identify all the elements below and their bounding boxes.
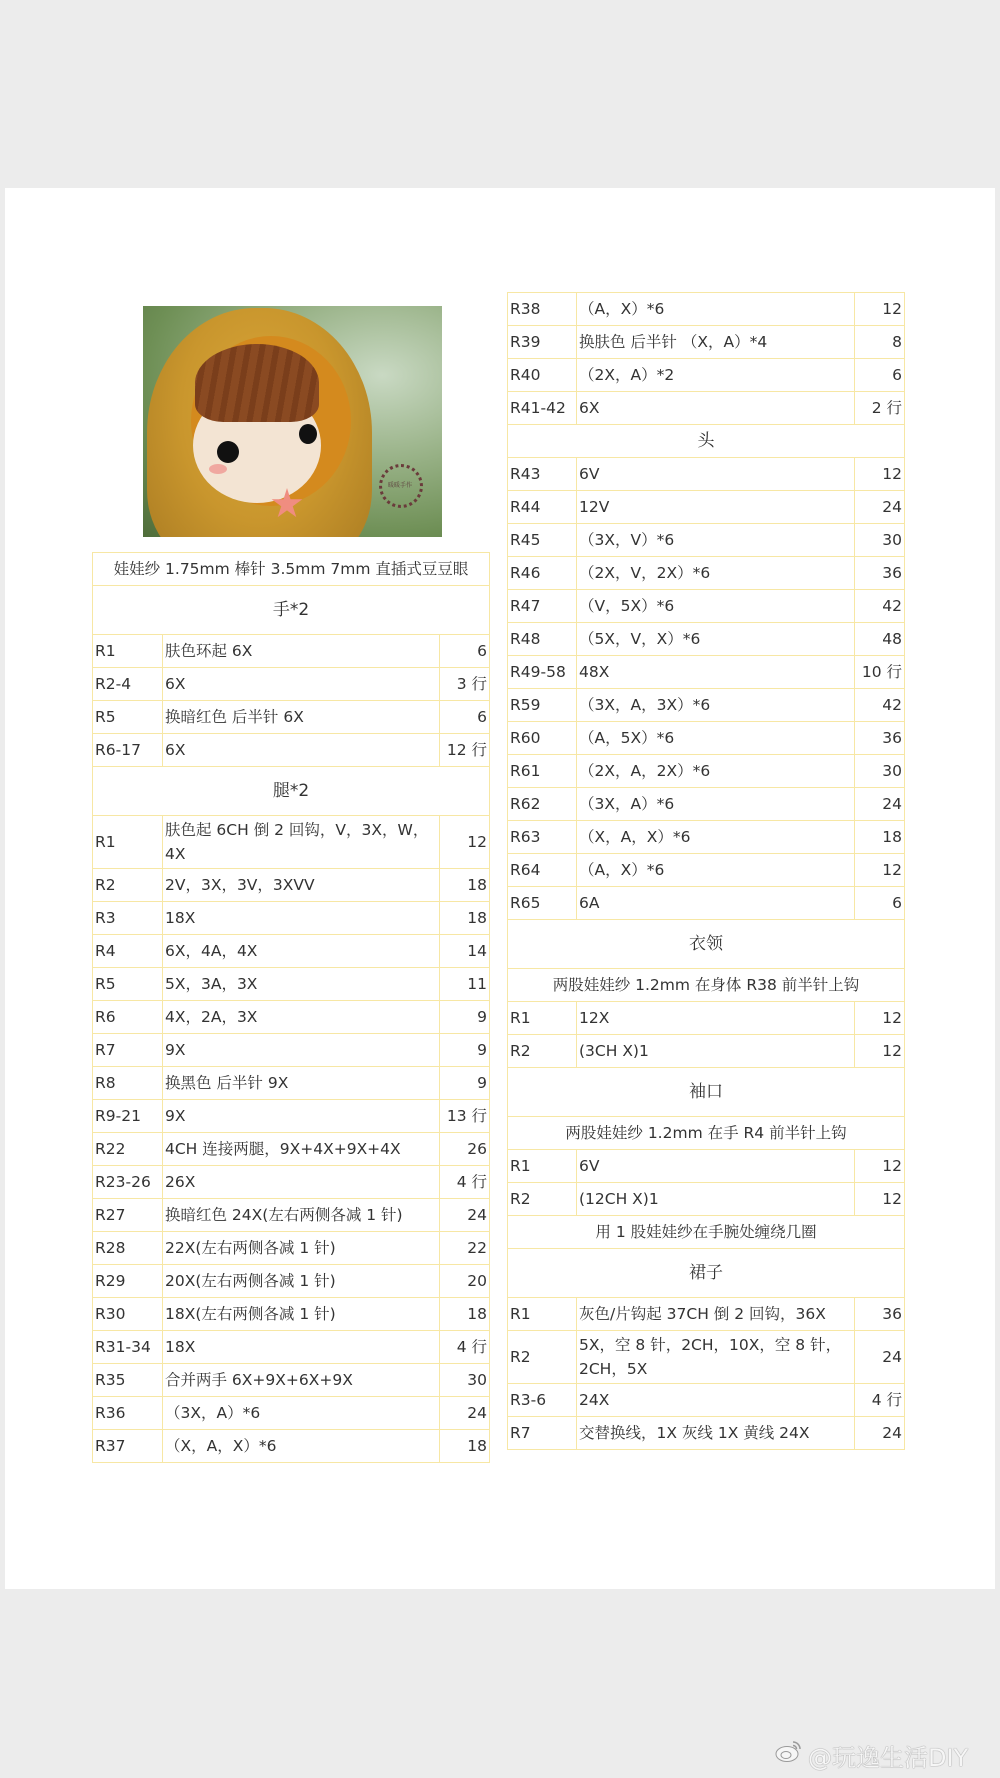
round-label: R5 — [93, 701, 163, 734]
instruction: 9X — [163, 1034, 440, 1067]
instruction: 48X — [577, 656, 855, 689]
instruction: 6V — [577, 458, 855, 491]
instruction: （3X，A）*6 — [163, 1397, 440, 1430]
instruction: 12X — [577, 1002, 855, 1035]
round-label: R65 — [508, 887, 577, 920]
instruction: （2X，V，2X）*6 — [577, 557, 855, 590]
round-label: R1 — [508, 1150, 577, 1183]
stitch-count: 42 — [855, 689, 905, 722]
table-row — [508, 755, 905, 788]
round-label: R9-21 — [93, 1100, 163, 1133]
stitch-count: 24 — [440, 1397, 490, 1430]
table-row — [508, 788, 905, 821]
section-title-hands: 手*2 — [93, 586, 490, 635]
round-label: R6-17 — [93, 734, 163, 767]
stitch-count: 22 — [440, 1232, 490, 1265]
instruction: 4X，2A，3X — [163, 1001, 440, 1034]
table-row — [93, 968, 490, 1001]
table-row — [508, 326, 905, 359]
round-label: R61 — [508, 755, 577, 788]
table-row — [93, 1364, 490, 1397]
table-row — [508, 1150, 905, 1183]
instruction: （X，A，X）*6 — [577, 821, 855, 854]
table-row — [93, 701, 490, 734]
table-row — [508, 524, 905, 557]
table-row — [508, 854, 905, 887]
instruction: 18X — [163, 1331, 440, 1364]
stitch-count: 9 — [440, 1067, 490, 1100]
instruction: 交替换线，1X 灰线 1X 黄线 24X — [577, 1417, 855, 1450]
round-label: R6 — [93, 1001, 163, 1034]
left-pattern-table — [92, 552, 490, 1463]
table-row — [93, 1034, 490, 1067]
table-row — [93, 1298, 490, 1331]
table-row — [93, 1199, 490, 1232]
table-row — [93, 1397, 490, 1430]
section-title-head: 头 — [508, 425, 905, 458]
stitch-count: 30 — [440, 1364, 490, 1397]
doll-eye-left — [217, 441, 239, 463]
instruction: 18X(左右两侧各减 1 针) — [163, 1298, 440, 1331]
section-title-collar: 衣领 — [508, 920, 905, 969]
instruction: 2V，3X，3V，3XVV — [163, 869, 440, 902]
table-row — [508, 458, 905, 491]
cuff-note: 两股娃娃纱 1.2mm 在手 R4 前半针上钩 — [508, 1117, 905, 1150]
round-label: R23-26 — [93, 1166, 163, 1199]
stitch-count: 9 — [440, 1034, 490, 1067]
round-label: R1 — [508, 1002, 577, 1035]
stitch-count: 12 — [855, 458, 905, 491]
section-title-cuff: 袖口 — [508, 1068, 905, 1117]
stitch-count: 36 — [855, 557, 905, 590]
round-label: R28 — [93, 1232, 163, 1265]
stitch-count: 3 行 — [440, 668, 490, 701]
stitch-count: 12 — [855, 1150, 905, 1183]
watermark-text: @玩逸生活DIY — [808, 1744, 969, 1772]
table-row — [93, 1001, 490, 1034]
stitch-count: 12 行 — [440, 734, 490, 767]
stitch-count: 18 — [440, 869, 490, 902]
stitch-count: 24 — [855, 788, 905, 821]
stitch-count: 18 — [855, 821, 905, 854]
instruction: （A，X）*6 — [577, 854, 855, 887]
table-row — [508, 689, 905, 722]
instruction: （2X，A，2X）*6 — [577, 755, 855, 788]
instruction: 肤色起 6CH 倒 2 回钩，V，3X，W，4X — [163, 816, 440, 869]
stitch-count: 18 — [440, 1430, 490, 1463]
instruction: 6X — [577, 392, 855, 425]
stitch-count: 6 — [855, 359, 905, 392]
materials-note: 娃娃纱 1.75mm 棒针 3.5mm 7mm 直插式豆豆眼 — [93, 553, 490, 586]
round-label: R29 — [93, 1265, 163, 1298]
table-row — [93, 1265, 490, 1298]
instruction: （5X，V，X）*6 — [577, 623, 855, 656]
table-row — [93, 734, 490, 767]
cuff-footer-note: 用 1 股娃娃纱在手腕处缠绕几圈 — [508, 1216, 905, 1249]
round-label: R38 — [508, 293, 577, 326]
stitch-count: 12 — [440, 816, 490, 869]
instruction: (12CH X)1 — [577, 1183, 855, 1216]
stitch-count: 36 — [855, 722, 905, 755]
instruction: 6X，4A，4X — [163, 935, 440, 968]
round-label: R37 — [93, 1430, 163, 1463]
stitch-count: 2 行 — [855, 392, 905, 425]
table-row — [93, 668, 490, 701]
instruction: 换黑色 后半针 9X — [163, 1067, 440, 1100]
table-row — [508, 656, 905, 689]
stitch-count: 30 — [855, 524, 905, 557]
stitch-count: 24 — [855, 1331, 905, 1384]
stitch-count: 11 — [440, 968, 490, 1001]
instruction: 12V — [577, 491, 855, 524]
table-row — [508, 557, 905, 590]
stitch-count: 12 — [855, 1002, 905, 1035]
doll-hair — [195, 344, 319, 422]
stitch-count: 4 行 — [440, 1166, 490, 1199]
round-label: R39 — [508, 326, 577, 359]
round-label: R47 — [508, 590, 577, 623]
table-row — [93, 1166, 490, 1199]
round-label: R30 — [93, 1298, 163, 1331]
table-row — [508, 1384, 905, 1417]
stitch-count: 18 — [440, 1298, 490, 1331]
round-label: R48 — [508, 623, 577, 656]
round-label: R5 — [93, 968, 163, 1001]
instruction: （2X，A）*2 — [577, 359, 855, 392]
instruction: 6A — [577, 887, 855, 920]
round-label: R59 — [508, 689, 577, 722]
round-label: R2 — [508, 1035, 577, 1068]
stitch-count: 8 — [855, 326, 905, 359]
table-row — [93, 1430, 490, 1463]
instruction: 9X — [163, 1100, 440, 1133]
round-label: R2 — [93, 869, 163, 902]
instruction: （3X，A）*6 — [577, 788, 855, 821]
right-pattern-table — [507, 292, 905, 1450]
round-label: R43 — [508, 458, 577, 491]
table-row — [93, 869, 490, 902]
round-label: R3 — [93, 902, 163, 935]
instruction: 灰色/片钩起 37CH 倒 2 回钩，36X — [577, 1298, 855, 1331]
instruction: 26X — [163, 1166, 440, 1199]
wreath-logo-icon — [379, 464, 423, 508]
round-label: R22 — [93, 1133, 163, 1166]
instruction: 22X(左右两侧各减 1 针) — [163, 1232, 440, 1265]
round-label: R63 — [508, 821, 577, 854]
stitch-count: 36 — [855, 1298, 905, 1331]
round-label: R49-58 — [508, 656, 577, 689]
instruction: 换暗红色 后半针 6X — [163, 701, 440, 734]
weibo-icon — [775, 1739, 803, 1763]
table-row — [508, 821, 905, 854]
instruction: 换肤色 后半针 （X，A）*4 — [577, 326, 855, 359]
instruction: 20X(左右两侧各减 1 针) — [163, 1265, 440, 1298]
stitch-count: 26 — [440, 1133, 490, 1166]
table-row — [508, 887, 905, 920]
section-title-skirt: 裙子 — [508, 1249, 905, 1298]
round-label: R31-34 — [93, 1331, 163, 1364]
doll-eye-right — [299, 424, 317, 444]
table-row — [508, 359, 905, 392]
stitch-count: 13 行 — [440, 1100, 490, 1133]
instruction: 4CH 连接两腿，9X+4X+9X+4X — [163, 1133, 440, 1166]
round-label: R8 — [93, 1067, 163, 1100]
stitch-count: 12 — [855, 293, 905, 326]
instruction: （X，A，X）*6 — [163, 1430, 440, 1463]
stitch-count: 6 — [855, 887, 905, 920]
section-title-legs: 腿*2 — [93, 767, 490, 816]
table-row — [508, 722, 905, 755]
stitch-count: 4 行 — [440, 1331, 490, 1364]
stitch-count: 12 — [855, 854, 905, 887]
table-row — [508, 1298, 905, 1331]
instruction: （3X，V）*6 — [577, 524, 855, 557]
stitch-count: 9 — [440, 1001, 490, 1034]
round-label: R35 — [93, 1364, 163, 1397]
stitch-count: 30 — [855, 755, 905, 788]
round-label: R40 — [508, 359, 577, 392]
round-label: R62 — [508, 788, 577, 821]
stitch-count: 12 — [855, 1183, 905, 1216]
stitch-count: 10 行 — [855, 656, 905, 689]
table-row — [508, 1331, 905, 1384]
stitch-count: 24 — [855, 491, 905, 524]
round-label: R3-6 — [508, 1384, 577, 1417]
doll-cheek — [209, 464, 227, 474]
round-label: R64 — [508, 854, 577, 887]
table-row — [93, 635, 490, 668]
table-row — [93, 816, 490, 869]
instruction: （A，5X）*6 — [577, 722, 855, 755]
instruction: 6X — [163, 668, 440, 701]
instruction: （V，5X）*6 — [577, 590, 855, 623]
table-row — [93, 902, 490, 935]
round-label: R2 — [508, 1183, 577, 1216]
round-label: R45 — [508, 524, 577, 557]
instruction: (3CH X)1 — [577, 1035, 855, 1068]
round-label: R7 — [508, 1417, 577, 1450]
round-label: R44 — [508, 491, 577, 524]
instruction: 24X — [577, 1384, 855, 1417]
stitch-count: 4 行 — [855, 1384, 905, 1417]
table-row — [508, 293, 905, 326]
round-label: R36 — [93, 1397, 163, 1430]
instruction: 18X — [163, 902, 440, 935]
stitch-count: 20 — [440, 1265, 490, 1298]
instruction: 6X — [163, 734, 440, 767]
table-row — [508, 623, 905, 656]
stitch-count: 48 — [855, 623, 905, 656]
doll-photo — [143, 306, 442, 537]
round-label: R4 — [93, 935, 163, 968]
table-row — [508, 1035, 905, 1068]
round-label: R7 — [93, 1034, 163, 1067]
table-row — [93, 1232, 490, 1265]
round-label: R60 — [508, 722, 577, 755]
instruction: （A，X）*6 — [577, 293, 855, 326]
round-label: R2 — [508, 1331, 577, 1384]
stitch-count: 14 — [440, 935, 490, 968]
stitch-count: 6 — [440, 701, 490, 734]
stitch-count: 12 — [855, 1035, 905, 1068]
collar-note: 两股娃娃纱 1.2mm 在身体 R38 前半针上钩 — [508, 969, 905, 1002]
instruction: （3X，A，3X）*6 — [577, 689, 855, 722]
stitch-count: 18 — [440, 902, 490, 935]
stitch-count: 6 — [440, 635, 490, 668]
round-label: R46 — [508, 557, 577, 590]
instruction: 5X，空 8 针，2CH，10X，空 8 针，2CH，5X — [577, 1331, 855, 1384]
round-label: R27 — [93, 1199, 163, 1232]
table-row — [93, 1067, 490, 1100]
round-label: R1 — [508, 1298, 577, 1331]
table-row — [93, 1100, 490, 1133]
logo-text: 暖暖手作 — [388, 482, 413, 489]
table-row — [508, 1183, 905, 1216]
stitch-count: 24 — [440, 1199, 490, 1232]
round-label: R1 — [93, 816, 163, 869]
instruction: 肤色环起 6X — [163, 635, 440, 668]
table-row — [93, 935, 490, 968]
round-label: R41-42 — [508, 392, 577, 425]
table-row — [508, 590, 905, 623]
table-row — [508, 1002, 905, 1035]
instruction: 换暗红色 24X(左右两侧各减 1 针) — [163, 1199, 440, 1232]
table-row — [93, 1133, 490, 1166]
table-row — [93, 1331, 490, 1364]
table-row — [508, 392, 905, 425]
stitch-count: 42 — [855, 590, 905, 623]
table-row — [508, 1417, 905, 1450]
instruction: 合并两手 6X+9X+6X+9X — [163, 1364, 440, 1397]
round-label: R1 — [93, 635, 163, 668]
stitch-count: 24 — [855, 1417, 905, 1450]
instruction: 5X，3A，3X — [163, 968, 440, 1001]
instruction: 6V — [577, 1150, 855, 1183]
round-label: R2-4 — [93, 668, 163, 701]
table-row — [508, 491, 905, 524]
